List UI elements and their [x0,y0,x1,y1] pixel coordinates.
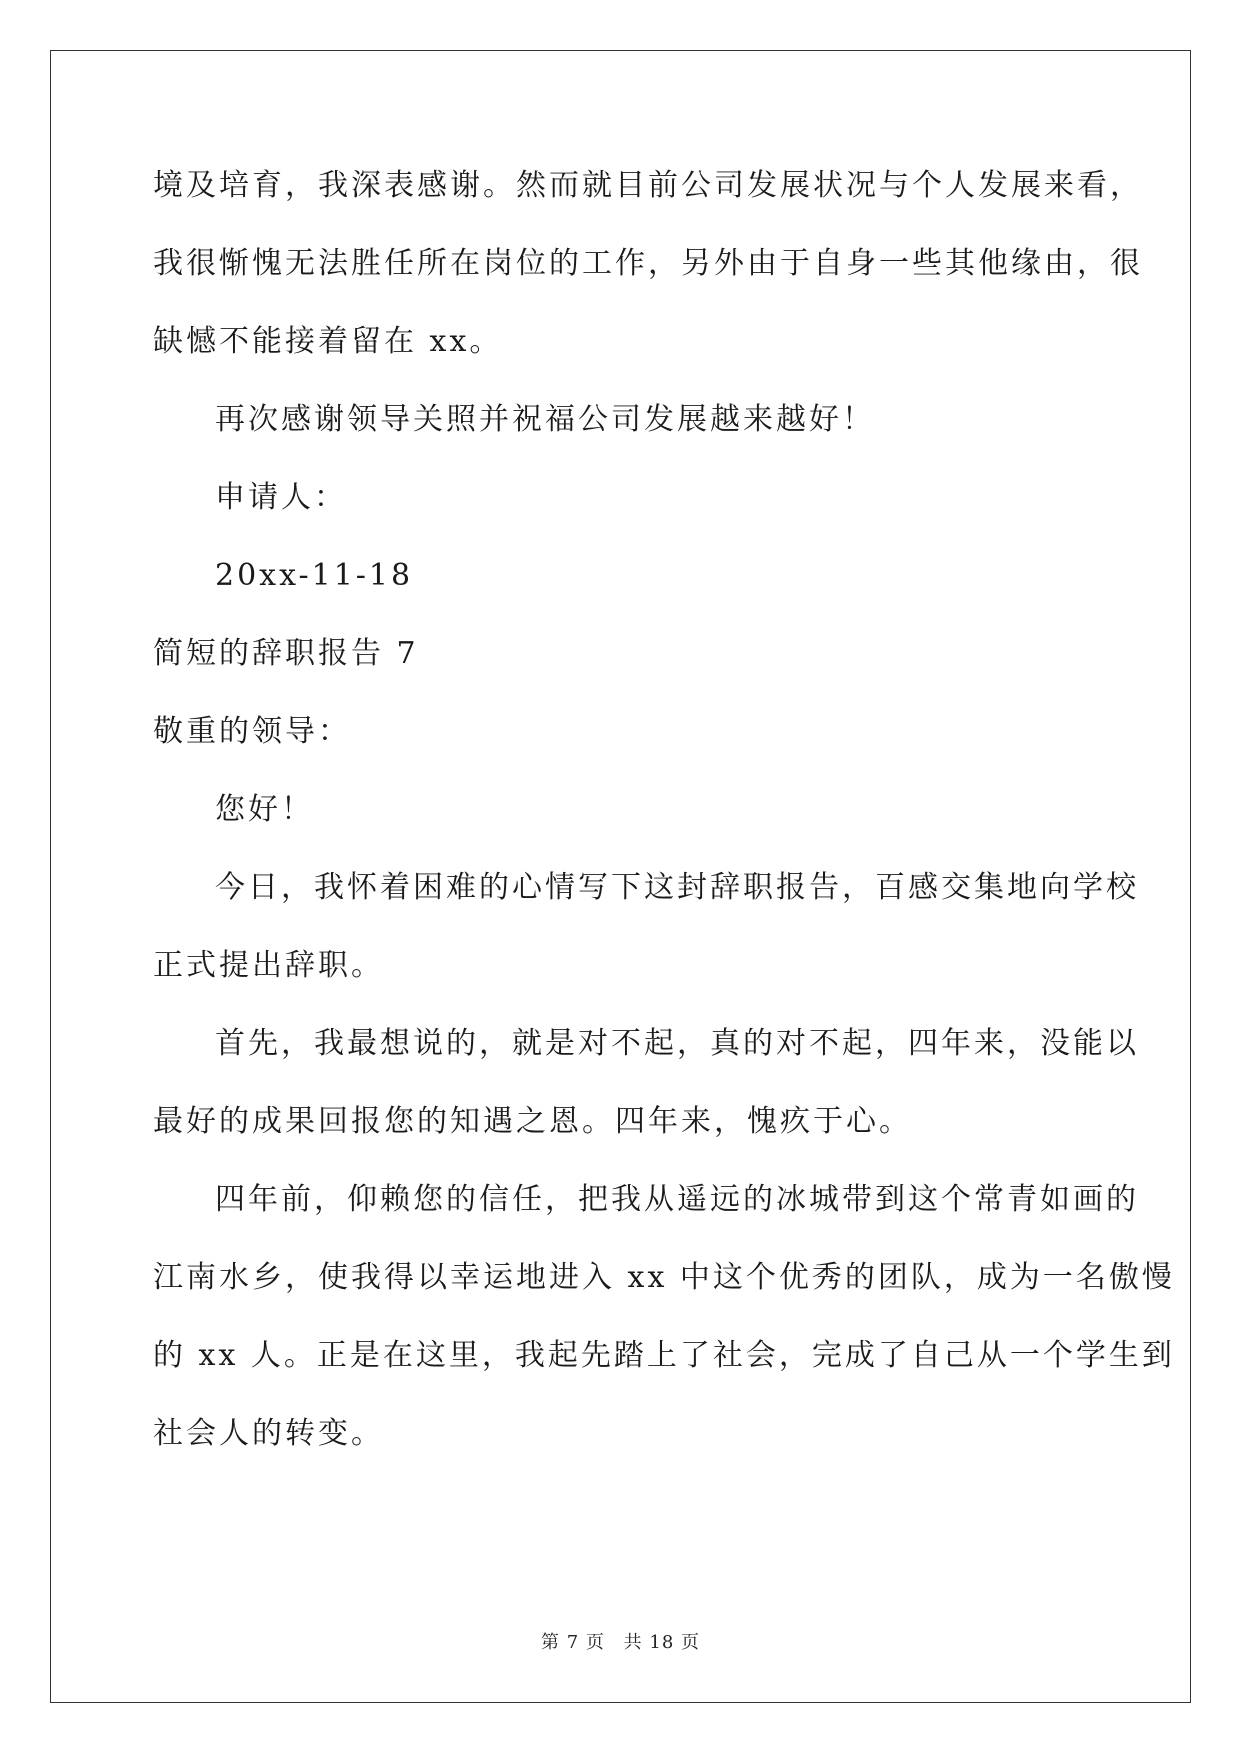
page-total: 共 18 页 [623,1632,700,1653]
text-line: 境及培育，我深表感谢。然而就目前公司发展状况与个人发展来看， [153,168,1143,203]
text-line: 四年前，仰赖您的信任，把我从遥远的冰城带到这个常青如画的 [215,1182,1139,1217]
document-body [153,160,1175,1486]
text-line: 我很惭愧无法胜任所在岗位的工作，另外由于自身一些其他缘由，很 [153,246,1143,281]
text-line: 今日，我怀着困难的心情写下这封辞职报告，百感交集地向学校 [215,870,1139,905]
text-line: 首先，我最想说的，就是对不起，真的对不起，四年来，没能以 [215,1026,1139,1061]
text-line: 正式提出辞职。 [153,948,384,983]
text-line: 社会人的转变。 [153,1416,384,1451]
text-line: 的 xx 人。正是在这里，我起先踏上了社会，完成了自己从一个学生到 [153,1338,1175,1373]
greeting: 您好！ [215,792,314,827]
page-number: 第 7 页 [541,1632,605,1653]
applicant-label: 申请人： [215,480,347,515]
salutation: 敬重的领导： [153,714,351,749]
text-line: 最好的成果回报您的知遇之恩。四年来，愧疚于心。 [153,1104,912,1139]
text-line: 江南水乡，使我得以幸运地进入 xx 中这个优秀的团队，成为一名傲慢 [153,1260,1175,1295]
closing-line: 再次感谢领导关照并祝福公司发展越来越好！ [215,402,875,437]
date-line: 20xx-11-18 [215,558,414,593]
section-heading: 简短的辞职报告 7 [153,636,419,671]
page-footer [0,1628,1241,1654]
text-line: 缺憾不能接着留在 xx。 [153,324,503,359]
